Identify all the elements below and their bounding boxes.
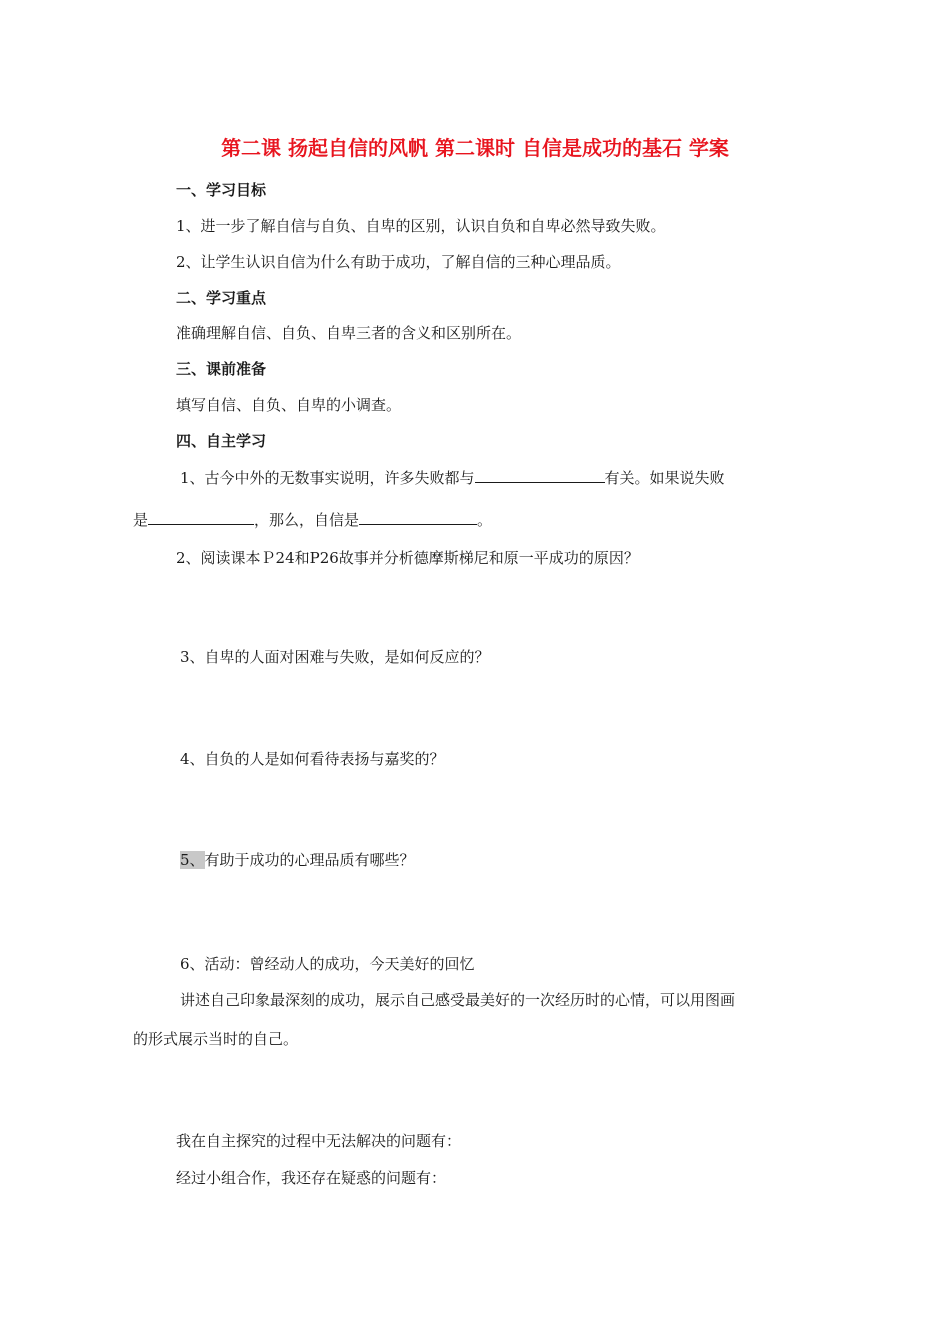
question-1-text-b: 有关。如果说失败 [604, 469, 725, 487]
fill-blank-1[interactable] [475, 467, 605, 483]
section-heading-focus: 二、学习重点 [176, 289, 267, 307]
section-heading-goals: 一、学习目标 [176, 181, 267, 199]
question-4: 4、自负的人是如何看待表扬与嘉奖的？ [180, 750, 445, 768]
question-6-description-1: 讲述自己印象最深刻的成功，展示自己感受最美好的一次经历时的心情，可以用图画 [180, 991, 736, 1009]
question-1-text-e: 。 [477, 511, 493, 529]
question-5-text: 有助于成功的心理品质有哪些？ [204, 851, 415, 869]
goal-item-2: 2、让学生认识自信为什么有助于成功，了解自信的三种心理品质。 [176, 253, 621, 271]
question-1-text-c: 是 [133, 511, 149, 529]
question-5 [180, 850, 415, 870]
goal-item-1: 1、进一步了解自信与自负、自卑的区别，认识自负和自卑必然导致失败。 [176, 217, 666, 235]
preparation-text: 填写自信、自负、自卑的小调查。 [176, 396, 402, 414]
question-1-line-2 [133, 509, 492, 530]
question-1-text-d: ，那么，自信是 [254, 511, 360, 529]
focus-text: 准确理解自信、自负、自卑三者的含义和区别所在。 [176, 324, 522, 342]
question-1-line-1 [180, 467, 725, 488]
question-1-text-a: 1、古今中外的无数事实说明，许多失败都与 [180, 469, 475, 487]
reflection-unsolved: 我在自主探究的过程中无法解决的问题有： [176, 1132, 462, 1150]
reflection-doubts: 经过小组合作，我还存在疑惑的问题有： [176, 1169, 447, 1187]
question-5-number: 5、 [180, 851, 205, 869]
question-6: 6、活动：曾经动人的成功，今天美好的回忆 [180, 955, 475, 973]
question-6-description-2: 的形式展示当时的自己。 [133, 1030, 299, 1048]
section-heading-preparation: 三、课前准备 [176, 360, 267, 378]
question-2: 2、阅读课本Ｐ24和P26故事并分析德摩斯梯尼和原一平成功的原因？ [176, 549, 639, 567]
fill-blank-3[interactable] [359, 509, 477, 525]
section-heading-self-study: 四、自主学习 [176, 432, 267, 450]
fill-blank-2[interactable] [148, 509, 254, 525]
question-3: 3、自卑的人面对困难与失败，是如何反应的？ [180, 648, 490, 666]
document-title: 第二课 扬起自信的风帆 第二课时 自信是成功的基石 学案 [221, 136, 729, 160]
